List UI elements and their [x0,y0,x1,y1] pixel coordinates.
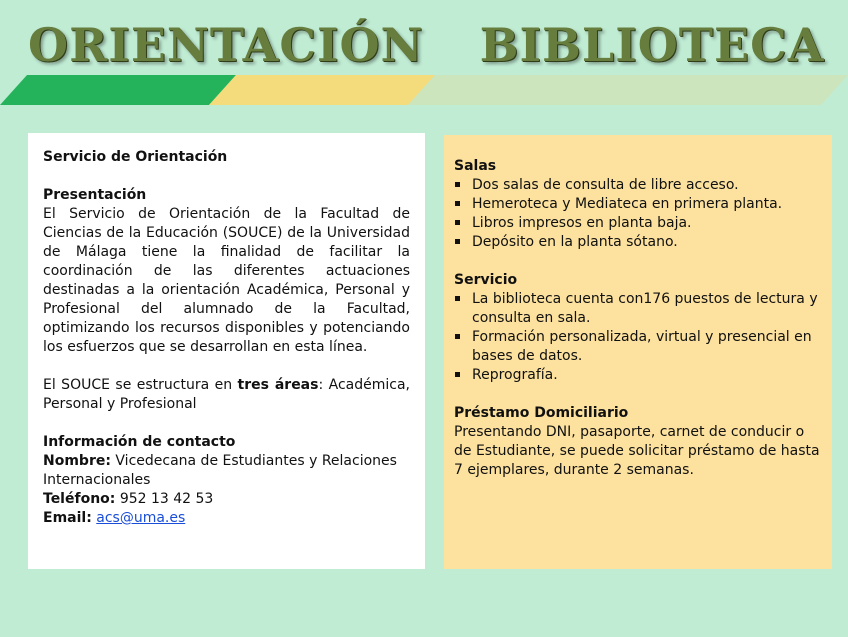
stripe-lightgreen-segment [408,75,848,105]
email-label: Email: [43,510,92,526]
list-item [454,195,822,214]
bullet-icon [455,182,460,187]
bullet-icon [455,201,460,206]
list-item-text: Depósito en la planta sótano. [472,234,678,250]
orientacion-panel [28,133,425,569]
stripe-yellow-segment [209,75,435,105]
list-item-text: Dos salas de consulta de libre acceso. [472,177,739,193]
biblioteca-panel [444,135,832,569]
title-orientacion: ORIENTACIÓN [28,18,424,72]
list-item [454,328,822,366]
title-biblioteca: BIBLIOTECA [479,18,825,72]
list-item [454,366,822,385]
presentacion-heading: Presentación [43,187,147,203]
telefono-value: 952 13 42 53 [119,491,214,507]
decorative-stripe-banner [0,75,848,105]
spacer [43,167,410,186]
list-item-text: Reprografía. [472,367,558,383]
estructura-text-end: : Académica, Personal y Profesional [43,377,410,412]
telefono-label: Teléfono: [43,491,116,507]
estructura-text-bold: tres áreas [237,377,319,393]
nombre-label: Nombre: [43,453,111,469]
list-item [454,233,822,252]
spacer [454,252,822,271]
prestamo-heading: Préstamo Domiciliario [454,405,629,421]
contact-telefono [43,490,410,509]
page-title [28,14,828,76]
contact-email [43,509,410,528]
contacto-heading: Información de contacto [43,434,236,450]
servicio-heading: Servicio [454,272,518,288]
bullet-icon [455,334,460,339]
list-item [454,176,822,195]
servicio-list [454,290,822,385]
prestamo-text: Presentando DNI, pasaporte, carnet de conducir o de Estudiante, se puede solicitar préstamo de hasta 7 ejemplares, durante 2 semanas. [454,424,820,478]
contact-nombre [43,452,410,490]
bullet-icon [455,372,460,377]
spacer [454,385,822,404]
list-item-text: Formación personalizada, virtual y presencial en bases de datos. [472,329,812,364]
nombre-value: Vicedecana de Estudiantes y Relaciones Internacionales [43,453,397,488]
list-item-text: Libros impresos en planta baja. [472,215,692,231]
list-item [454,290,822,328]
list-item-text: Hemeroteca y Mediateca en primera planta. [472,196,783,212]
salas-list [454,176,822,252]
salas-heading: Salas [454,158,497,174]
orientacion-section-title: Servicio de Orientación [43,149,228,165]
bullet-icon [455,239,460,244]
estructura-text-start: El SOUCE se estructura en [43,377,238,393]
estructura-text [43,376,410,414]
spacer [43,414,410,433]
list-item [454,214,822,233]
stripe-green-segment [0,75,236,105]
email-link[interactable]: acs@uma.es [96,510,186,526]
list-item-text: La biblioteca cuenta con176 puestos de lectura y consulta en sala. [472,291,818,326]
presentacion-text: El Servicio de Orientación de la Facultad de Ciencias de la Educación (SOUCE) de la Universidad de Málaga tiene la finalidad de facilitar la coordinación de las diferentes actuaciones destinadas a la orientación Académica, Personal y Profesional del alumnado de la Facultad, optimizando los recursos disponibles y potenciando los esfuerzos que se desarrollan en esta línea. [43,206,410,355]
bullet-icon [455,296,460,301]
spacer [43,357,410,376]
bullet-icon [455,220,460,225]
